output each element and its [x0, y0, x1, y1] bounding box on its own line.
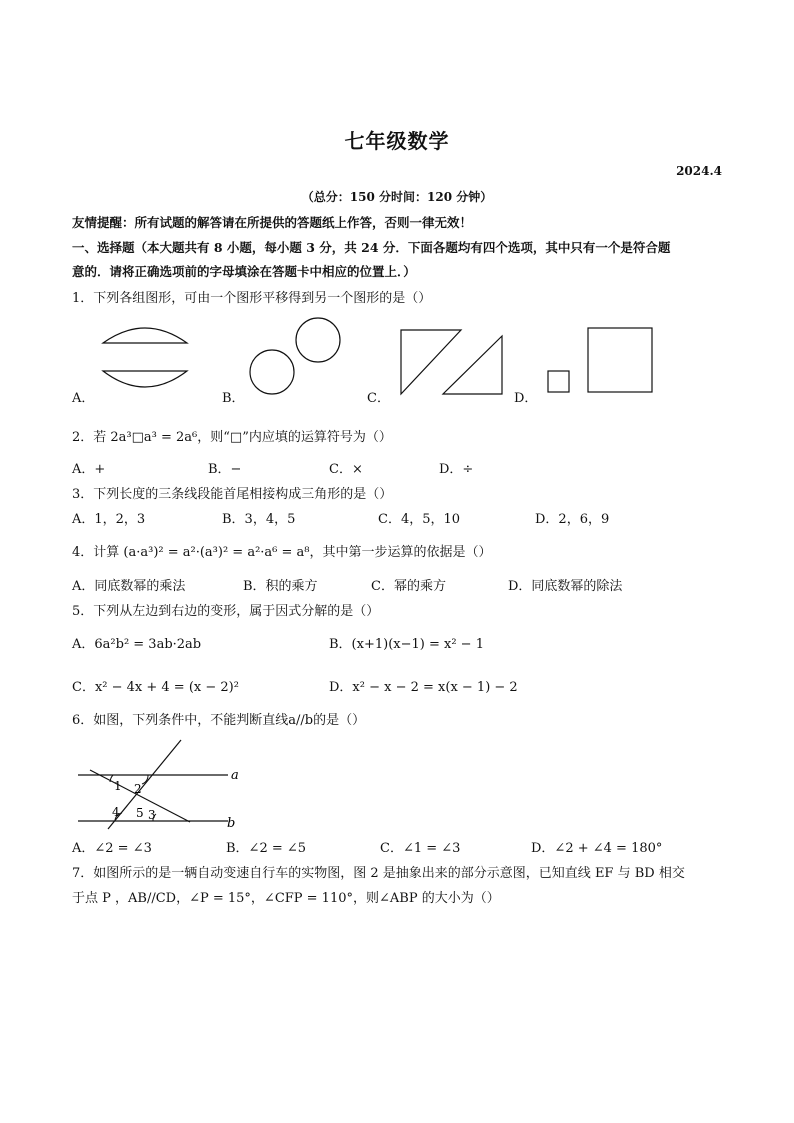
q2-stem: 2．若 2a³□a³ = 2a⁶，则“□”内应填的运算符号为（）	[72, 430, 392, 445]
angle-label-5: 5	[136, 806, 144, 820]
q4-option-d: D．同底数幂的除法	[508, 579, 623, 594]
section-heading-line1: 一、选择题（本大题共有 8 小题，每小题 3 分，共 24 分．下面各题均有四个选项，其中只有一个是符合题	[72, 240, 671, 255]
line-label-a: a	[231, 768, 239, 783]
q2-option-d: D．÷	[439, 462, 474, 477]
q1-figure-c	[398, 328, 508, 398]
q1-option-b-label: B．	[222, 391, 245, 406]
q4-stem: 4．计算 (a·a³)² = a²·(a³)² = a²·a⁶ = a⁸，其中第一步运算的依据是（）	[72, 545, 492, 560]
score-time-line: （总分：150 分时间：120 分钟）	[301, 190, 493, 204]
angle-label-1: 1	[114, 779, 122, 793]
q6-option-d: D．∠2 + ∠4 = 180°	[531, 841, 663, 856]
exam-date: 2024.4	[676, 164, 722, 178]
q5-option-d: D．x² − x − 2 = x(x − 1) − 2	[329, 680, 518, 695]
q6-parallel-lines-figure	[78, 738, 248, 834]
q3-stem: 3．下列长度的三条线段能首尾相接构成三角形的是（）	[72, 487, 393, 502]
q1-option-a-label: A．	[72, 391, 95, 406]
q7-stem-line1: 7．如图所示的是一辆自动变速自行车的实物图，图 2 是抽象出来的部分示意图，已知直线 EF 与 BD 相交	[72, 866, 685, 881]
q6-option-b: B．∠2 = ∠5	[226, 841, 307, 856]
q2-option-b: B．−	[208, 462, 242, 477]
page-title: 七年级数学	[344, 129, 450, 153]
q5-option-c: C．x² − 4x + 4 = (x − 2)²	[72, 680, 239, 695]
angle-label-4: 4	[112, 805, 120, 819]
q3-option-d: D．2，6，9	[535, 512, 610, 527]
reminder-text: 友情提醒：所有试题的解答请在所提供的答题纸上作答，否则一律无效！	[72, 215, 473, 230]
q1-figure-a	[100, 325, 190, 395]
q7-stem-line2: 于点 P ，AB//CD，∠P = 15°，∠CFP = 110°，则∠ABP 的大小为（）	[72, 891, 500, 906]
q6-stem: 6．如图，下列条件中，不能判断直线a//b的是（）	[72, 713, 366, 728]
q2-option-c: C．×	[329, 462, 363, 477]
q1-option-d-label: D．	[514, 391, 538, 406]
q1-figure-d	[546, 326, 656, 396]
q4-option-c: C．幂的乘方	[371, 579, 446, 594]
q3-option-b: B．3，4，5	[222, 512, 296, 527]
line-label-b: b	[227, 816, 236, 831]
q4-option-a: A．同底数幂的乘法	[72, 579, 186, 594]
angle-label-2: 2	[134, 782, 142, 796]
q1-figure-b	[246, 316, 346, 396]
q2-option-a: A．+	[72, 462, 106, 477]
q1-stem: 1．下列各组图形，可由一个图形平移得到另一个图形的是（）	[72, 291, 432, 306]
q6-option-c: C．∠1 = ∠3	[380, 841, 461, 856]
q5-stem: 5．下列从左边到右边的变形，属于因式分解的是（）	[72, 604, 380, 619]
q6-option-a: A．∠2 = ∠3	[72, 841, 152, 856]
q1-option-c-label: C．	[367, 391, 390, 406]
angle-label-3: 3	[148, 808, 156, 822]
q5-option-b: B．(x+1)(x−1) = x² − 1	[329, 637, 484, 652]
q5-option-a: A．6a²b² = 3ab·2ab	[72, 637, 202, 652]
section-heading-line2: 意的．请将正确选项前的字母填涂在答题卡中相应的位置上．）	[72, 264, 416, 279]
q3-option-c: C．4，5，10	[378, 512, 461, 527]
q3-option-a: A．1，2，3	[72, 512, 146, 527]
q4-option-b: B．积的乘方	[243, 579, 318, 594]
